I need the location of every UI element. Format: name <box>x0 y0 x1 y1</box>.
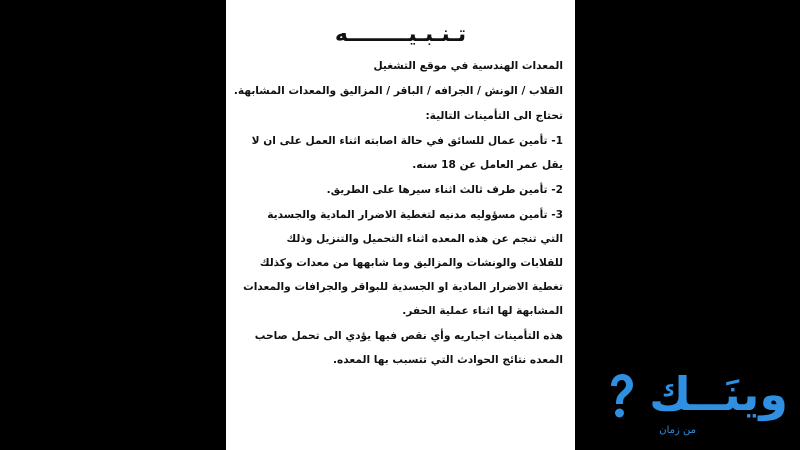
document-page <box>226 0 575 450</box>
site-logo[interactable] <box>603 368 788 438</box>
doc-line-1: المعدات الهندسية في موقع التشغيل <box>373 60 563 72</box>
doc-line-9: للقلابات والونشات والمزاليق وما شابهها من معدات وكذلك <box>259 257 563 269</box>
doc-line-5: يقل عمر العامل عن 18 سنه. <box>412 159 563 171</box>
document-title: تـنـبـيــــــــه <box>334 22 467 47</box>
doc-line-2: القلاب / الونش / الجرافه / الباقر / المزاليق والمعدات المشابهة. <box>233 85 563 97</box>
doc-line-8: التي تنجم عن هذه المعده اثناء التحميل والتنزيل وذلك <box>286 233 563 245</box>
logo-wordmark: وينَــك <box>649 367 788 421</box>
doc-line-12: هذه التأمينات اجباريه وأي نقص فيها يؤدي الى تحمل صاحب <box>254 330 563 342</box>
doc-line-11: المشابهة لها اثناء عملية الحفر. <box>402 305 563 317</box>
logo-tagline: من زمان <box>659 425 696 436</box>
question-mark-icon <box>605 372 635 420</box>
doc-line-6: 2- تأمين طرف ثالث اثناء سيرها على الطريق. <box>326 184 563 196</box>
doc-line-4: 1- تأمين عمال للسائق في حالة اصابته اثناء العمل على ان لا <box>251 135 563 147</box>
doc-line-7: 3- تأمين مسؤوليه مدنيه لتغطية الاضرار المادية والجسدية <box>267 209 563 221</box>
doc-line-3: تحتاج الى التأمينات التالية: <box>425 110 563 122</box>
doc-line-10: تغطية الاضرار المادية او الجسدية للبواقر والجرافات والمعدات <box>243 281 563 293</box>
doc-line-13: المعده نتائج الحوادث التي تتسبب بها المعده. <box>333 354 563 366</box>
